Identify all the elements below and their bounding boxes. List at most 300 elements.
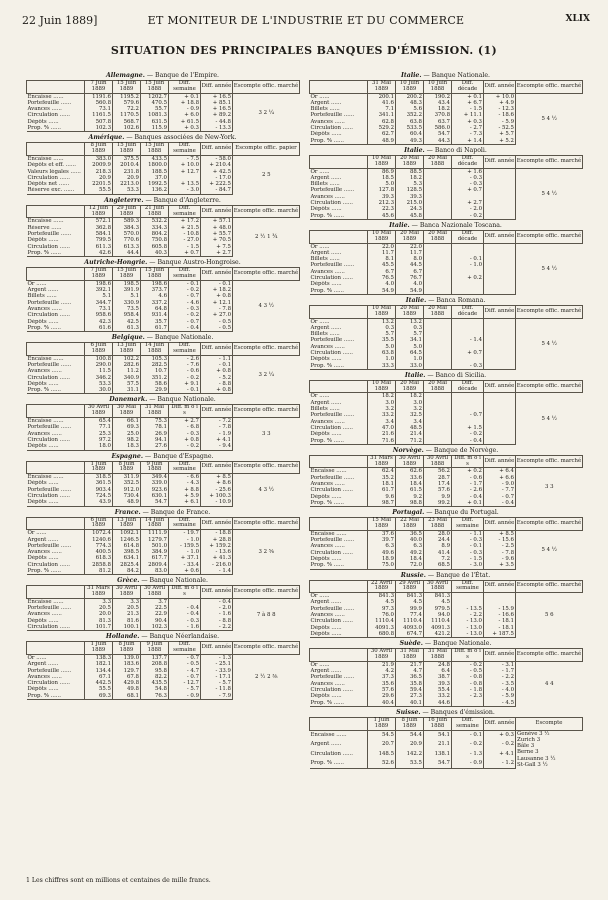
value-cell: 52.6 [368,758,396,768]
value-cell: 311.9 [113,474,141,481]
bank-heading [309,146,582,155]
value-cell: 346.2 [85,375,113,381]
value-cell: 59.4 [396,687,424,693]
value-cell: - 1.6 [169,624,201,631]
bank-heading [26,508,299,517]
row-label: Prop. % ...... [310,500,368,507]
header-cell: Diff. année [484,518,516,531]
value-cell: 5.7 [368,331,396,337]
value-cell: 81.3 [85,618,113,624]
row-label: Avances ...... [27,106,62,113]
value-cell: - 84.7 [201,187,233,194]
value-cell: - 0.4 [169,605,201,611]
table-row [27,654,300,661]
value-cell: 20.9 [396,740,424,749]
header-cell [27,405,85,418]
value-cell: 73.1 [85,106,113,112]
bank-section [26,632,299,700]
value-cell: - 10.8 [169,231,201,237]
value-cell: 4.2 [368,668,396,674]
bank-country: Suède. [399,640,423,648]
row-label: Circulation ...... [310,275,353,282]
escompte-cell [516,93,583,144]
value-cell: 4.0 [396,281,424,287]
value-cell: 21.3 [113,611,141,617]
value-cell: - 0.2 [169,375,201,381]
value-cell: - 0.3 [452,181,484,187]
value-cell: 20.5 [113,605,141,611]
header-cell: 31 Mars 1889 [368,455,396,468]
row-label: Avances ...... [27,673,62,680]
value-cell: 400.5 [85,549,113,555]
value-cell: 53.5 [396,758,424,768]
header-cell: Diff. m o i s [169,405,201,418]
value-cell: + 85.1 [201,100,233,106]
value-cell: 95.8 [141,668,169,674]
value-cell: + 0.8 [169,437,201,443]
header-cell: Diff. année [201,642,233,655]
value-cell: - 0.1 [169,387,201,394]
value-cell: + 16.5 [201,106,233,112]
row-label: Circulation ...... [27,174,70,181]
value-cell: - 4.0 [484,687,516,693]
header-cell: Diff. année [484,81,516,94]
header-cell: Diff. année [201,517,233,530]
value-cell: 18.2 [396,175,424,181]
value-cell: 11.7 [368,250,396,256]
value-cell: 33.0 [396,363,424,370]
header-cell: Escompte offic. marché [233,343,300,356]
row-label: Circulation ...... [310,349,353,356]
value-cell: 5.1 [113,293,141,299]
header-cell: Diff. année [201,461,233,474]
header-cell: 9 Juin 1888 [141,461,169,474]
bank-section [309,571,582,639]
value-cell: 102.6 [113,125,141,132]
value-cell: + 17.2 [169,218,201,225]
value-cell: 770.6 [113,237,141,243]
bank-table [309,155,583,220]
row-label: Encaisse ...... [27,598,64,605]
value-cell: - 0.4 [452,438,484,445]
value-cell: - 0.1 [169,280,201,287]
value-cell: - 7.3 [452,131,484,137]
value-cell: - 0.2 [169,287,201,293]
value-cell: - 4.7 [169,668,201,674]
value-cell: 2010.4 [113,162,141,168]
bank-section [309,221,582,295]
value-cell: 61.7 [368,487,396,493]
value-cell: - 0.5 [169,661,201,667]
value-cell: - 2.5 [484,543,516,549]
value-cell: 730.4 [113,493,141,499]
value-cell: 5.3 [396,181,424,187]
value-cell: 375.5 [113,155,141,162]
value-cell: 67.8 [113,674,141,680]
bank-heading [309,296,582,305]
value-cell: - 1.6 [201,611,233,617]
bank-section [309,296,582,370]
bank-country: Italie. [404,146,425,154]
bank-heading [309,708,582,717]
value-cell: - 0.4 [452,494,484,500]
page-header [22,14,590,32]
row-label: Circulation ...... [310,618,353,625]
value-cell: + 0.7 [452,187,484,193]
value-cell: + 57.1 [201,218,233,225]
value-cell: + 1.6 [452,168,484,175]
value-cell: 41.4 [424,550,452,556]
value-cell: 841.3 [368,593,396,600]
value-cell: 20.5 [85,605,113,611]
value-cell [484,363,516,370]
row-label: Dépôts ...... [310,624,342,631]
value-cell: 1202.7 [141,93,169,100]
header-cell: Diff. année [484,380,516,393]
value-cell: 470.5 [141,100,169,106]
value-cell: 62.4 [368,468,396,475]
value-cell: - 2.2 [201,624,233,631]
value-cell: + 0.1 [452,93,484,100]
escompte-market: 1 ¾ [267,234,278,241]
value-cell: 617.7 [141,555,169,561]
row-label: Prop. % ...... [310,438,368,445]
value-cell: 33.2 [368,412,396,418]
journal-name: ET MONITEUR DE L'INDUSTRIE ET DU COMMERCE [147,14,465,27]
row-label: Prop. % ...... [310,758,368,768]
header-row [27,205,300,218]
bank-section [26,395,299,450]
row-label: Portefeuille ...... [27,486,72,493]
value-cell: 18.2 [424,106,452,112]
escompte-official: 5 [541,190,545,197]
value-cell: 33.3 [368,363,396,370]
value-cell: 54.4 [396,730,424,740]
value-cell: 24.4 [424,537,452,543]
header-row [310,155,583,168]
value-cell: 75.3 [141,418,169,425]
value-cell: - 2.3 [452,693,484,699]
header-cell: 15 Juin 1889 [113,81,141,94]
row-label: Prop. % ...... [310,562,368,569]
row-label: Circulation ...... [310,687,353,694]
header-cell: 15 Juin 1889 [113,268,141,281]
header-cell: Diff. semaine [169,343,201,356]
value-cell: 40.0 [396,537,424,543]
escompte-market: 2 ¼ [263,371,275,378]
escompte-cell [233,355,300,394]
bank-section [26,333,299,394]
value-cell: 330.9 [113,300,141,306]
header-cell: Diff. décade [452,380,484,393]
bank-heading [309,639,582,648]
value-cell: 39.3 [396,194,424,200]
value-cell: 35.6 [368,681,396,687]
value-cell: 4.5 [424,599,452,605]
value-cell: 21.1 [424,740,452,749]
bank-name: — Banque du Portugal. [424,509,499,517]
value-cell [452,318,484,325]
escompte-market: 6 [550,612,554,619]
escompte-cell [233,530,300,575]
row-label: Encaisse ...... [310,530,347,537]
value-cell: 799.5 [85,237,113,243]
value-cell: 218.3 [85,169,113,175]
header-cell: Diff. année [201,405,233,418]
row-label: Circulation ...... [27,493,70,500]
value-cell: 501.0 [141,543,169,549]
value-cell: + 12.7 [169,169,201,175]
value-cell: 572.1 [85,218,113,225]
header-cell: 8 Juin 1889 [113,461,141,474]
escompte-market: 2 ⅜ [267,674,278,681]
row-label: Réserve ...... [27,224,62,231]
bank-section [26,452,299,507]
value-cell: - 12.3 [484,106,516,112]
value-cell: - 1.8 [452,687,484,693]
escompte-market: 4 ½ [546,415,558,422]
row-label: Or ...... [310,593,330,600]
value-cell: 35.8 [396,681,424,687]
bank-table [26,342,300,394]
header-cell: 14 Juin 1888 [141,343,169,356]
value-cell: + 1.5 [452,425,484,431]
value-cell: 584.1 [85,231,113,237]
value-cell: + 12.1 [201,300,233,306]
escompte-official: 2 ½ [255,234,266,241]
table-row [310,661,583,668]
escompte-market: 2 ¼ [263,109,275,116]
value-cell: 200.1 [368,93,396,100]
value-cell: - 5.7 [201,680,233,686]
value-cell: 1992.5 [141,181,169,187]
value-cell: 25.3 [85,431,113,437]
value-cell: 68.1 [113,693,141,700]
row-label: Portefeuille ...... [27,605,72,612]
header-cell: Diff. semaine [169,517,201,530]
bank-heading [26,632,299,641]
value-cell: 97.2 [85,437,113,443]
value-cell: + 37.1 [169,555,201,561]
escompte-cell [516,530,583,569]
bank-name: — Banques d'émission. [420,708,495,716]
value-cell [452,243,484,250]
escompte-cell [233,654,300,699]
header-cell: 23 Mai 1888 [424,518,452,531]
value-cell: 18.1 [368,481,396,487]
left-column [26,70,299,700]
row-label: Argent ...... [310,99,342,106]
value-cell: 7.2 [424,556,452,562]
value-cell: - 0.6 [452,475,484,481]
value-cell: 18.4 [396,481,424,487]
value-cell: + 27.0 [201,312,233,318]
header-cell: 10 Mai 1889 [368,380,396,393]
value-cell: - 1.7 [452,481,484,487]
row-label: Billets ...... [27,293,57,300]
header-cell: 6 Juin 1889 [85,343,113,356]
header-cell [310,580,368,593]
value-cell: 29.6 [368,693,396,699]
bank-heading [309,71,582,80]
escompte-market: 4 ½ [546,115,558,122]
escompte-cell [516,168,583,219]
value-cell: 21.4 [396,431,424,437]
table-row [310,318,583,325]
header-cell: Diff. année [484,649,516,662]
bank-country: Italie. [405,296,427,304]
value-cell [424,168,452,175]
value-cell: 98.8 [396,500,424,507]
value-cell: 63.8 [396,119,424,125]
value-cell: 724.5 [85,493,113,499]
value-cell: - 0.5 [452,668,484,674]
value-cell: 18.2 [396,393,424,400]
row-label: Portefeuille ...... [310,537,355,544]
row-label: Circulation ...... [310,750,353,757]
row-label: Billets ...... [310,181,340,188]
value-cell: + 0.8 [201,387,233,394]
value-cell: 101.7 [85,624,113,631]
value-cell: 54.7 [424,131,452,137]
value-cell: 5.0 [368,344,396,350]
header-cell: Diff. année [201,143,233,156]
value-cell: - 10.9 [201,499,233,506]
value-cell: - 18.6 [484,112,516,118]
value-cell: 3.7 [141,598,169,605]
value-cell: 21.6 [368,431,396,437]
value-cell: - 58.0 [201,155,233,162]
row-label: Dépôts net ...... [27,181,70,188]
value-cell: 1161.5 [85,112,113,118]
header-cell [310,230,368,243]
page-title: SITUATION DES PRINCIPALES BANQUES D'ÉMISSION. (1) [110,44,498,57]
value-cell: 6.3 [396,543,424,549]
value-cell: 142.2 [396,749,424,758]
header-cell: Escompte offic. marché [516,81,583,94]
row-label: Encaisse ...... [27,93,64,100]
value-cell: 383.0 [85,155,113,162]
value-cell: 71.2 [396,438,424,445]
header-row [27,517,300,530]
header-cell: Diff. année [201,268,233,281]
value-cell: - 0.3 [452,363,484,370]
escompte-cell [516,243,583,294]
header-cell [27,586,85,599]
value-cell: 8.0 [396,256,424,262]
header-row [310,649,583,662]
escompte-official: 2 [261,171,266,178]
escompte-market: 4 ½ [546,265,558,272]
value-cell: - 33.4 [169,562,201,568]
value-cell: 804.2 [141,231,169,237]
header-cell: Escompte [516,717,583,730]
row-label: Encaisse ...... [310,732,347,739]
value-cell: - 13.3 [201,125,233,132]
header-row [310,518,583,531]
value-cell: - 2.0 [452,206,484,212]
header-cell: 22 Mai 1889 [396,518,424,531]
header-cell: 1 Juin 1889 [85,642,113,655]
value-cell: 22.0 [396,243,424,250]
value-cell: 81.2 [85,568,113,575]
value-cell: 57.5 [113,381,141,387]
row-label: Portefeuille ...... [27,424,72,431]
value-cell: 1110.4 [368,618,396,624]
value-cell: 188.5 [141,169,169,175]
row-label: Réserve exc. ...... [27,187,85,194]
row-label: Billets ...... [310,256,340,263]
value-cell: 136.2 [141,187,169,194]
value-cell: 40.3 [141,250,169,257]
value-cell: - 2.0 [201,605,233,611]
value-cell: 45.8 [396,213,424,220]
value-cell: 48.9 [113,499,141,506]
value-cell: 1191.6 [85,93,113,100]
value-cell: 48.3 [396,100,424,106]
value-cell: - 4.6 [169,300,201,306]
value-cell: - 0.8 [452,681,484,687]
header-cell: 8 Juin 1889 [85,143,113,156]
value-cell: 384.3 [113,225,141,231]
value-cell: 29.9 [141,387,169,394]
row-label: Encaisse ...... [27,418,64,425]
row-label: Or ...... [310,393,330,400]
row-label: Argent ...... [310,249,342,256]
value-cell: 98.2 [113,437,141,443]
bank-heading [26,133,299,142]
value-cell: 533.5 [396,125,424,131]
bank-table [26,641,300,700]
value-cell [424,213,452,220]
value-cell: - 0.7 [169,674,201,680]
value-cell: - 0.7 [169,654,201,661]
value-cell: 1081.3 [141,112,169,118]
value-cell: + 100.3 [201,493,233,499]
value-cell: - 0.1 [452,256,484,262]
row-label: Dépôts ...... [310,206,342,213]
value-cell: 1.0 [368,356,396,362]
value-cell: 24.3 [396,206,424,212]
value-cell: 61.6 [85,325,113,332]
row-label: Prop. % ...... [27,387,85,394]
value-cell: 48.9 [368,138,396,145]
value-cell: - 8.8 [201,381,233,387]
value-cell: - 0.9 [452,758,484,768]
value-cell: - 15.9 [484,606,516,612]
value-cell: 42.5 [113,319,141,325]
value-cell: - 4.5 [484,700,516,707]
row-label: Or ...... [310,93,330,100]
header-cell: 6 Juin 1889 [85,517,113,530]
header-cell: Diff. année [201,205,233,218]
value-cell: 66.1 [113,418,141,425]
value-cell: 958.6 [85,312,113,318]
row-label: Valeurs légales ...... [27,168,81,175]
bank-section [309,371,582,445]
value-cell: 20.9 [113,175,141,181]
row-label: Prop. % ...... [27,693,85,700]
value-cell: 13.2 [368,318,396,325]
value-cell: 61.3 [113,325,141,332]
value-cell: - 18.8 [201,530,233,537]
value-cell [452,593,484,600]
value-cell: 3.4 [396,419,424,425]
value-cell: - 1.1 [201,355,233,362]
value-cell: 429.8 [113,680,141,686]
table-row [27,155,300,162]
value-cell: 39.7 [368,537,396,543]
